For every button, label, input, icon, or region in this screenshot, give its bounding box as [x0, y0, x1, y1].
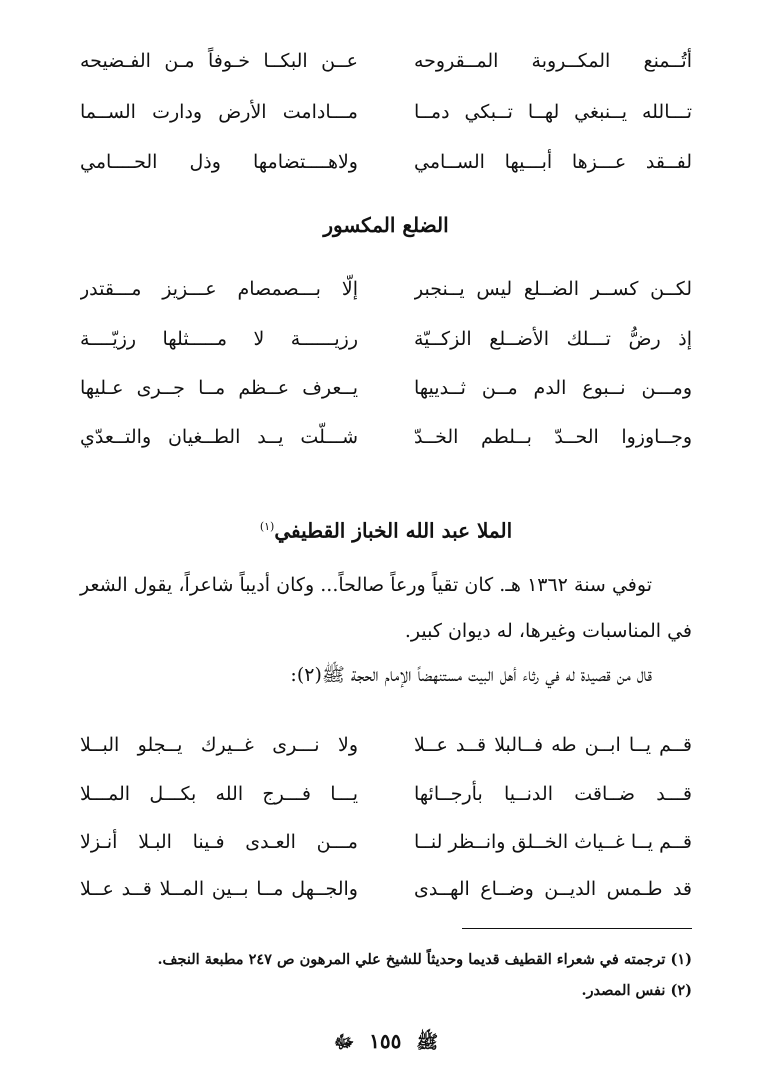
- verse-first-hemistich: لفــقد عـــزها أبـــيها الســامي: [414, 151, 692, 173]
- verse-first-hemistich: لكــن كســر الضــلع ليس يــنجبر: [414, 278, 692, 300]
- poem-couplet: [80, 145, 692, 179]
- poem-couplet: [80, 272, 692, 306]
- poem-couplet: [80, 825, 692, 859]
- poem-couplet: [80, 728, 692, 762]
- page-number-area: [0, 1024, 772, 1058]
- verse-first-hemistich: وجــاوزوا الحــدّ بــلطم الخــدّ: [414, 426, 692, 448]
- footnote-1: (١) ترجمته في شعراء القطيف قديما وحديثاً للشيخ علي المرهون ص ٢٤٧ مطبعة النجف.: [157, 951, 692, 968]
- footnotes: [80, 944, 692, 1006]
- verse-second-hemistich: مـــن العـدى فـينا البـلا أنـزلا: [80, 831, 358, 853]
- verse-first-hemistich: ومـــن نــبوع الدم مــن ثــدييها: [414, 377, 692, 399]
- poem-couplet: [80, 872, 692, 906]
- biography-paragraph: توفي سنة ١٣٦٢ هـ. كان تقياً ورعاً صالحاً... وكان أديباً شاعراً، يقول الشعر في المناسبات وغيرها، له ديوان كبير.: [80, 574, 692, 642]
- section-heading: الضلع المكسور: [323, 213, 449, 237]
- footnote-divider: [462, 928, 692, 929]
- verse-first-hemistich: أتُــمنع المكــروبة المــقروحه: [414, 50, 692, 72]
- ornament-icon: ﷺ: [416, 1032, 439, 1053]
- footnote-marker: (١): [259, 520, 275, 533]
- verse-second-hemistich: يــعرف عــظم مــا جــرى عـليها: [80, 377, 358, 399]
- verse-second-hemistich: إلّا بـــصمصام عـــزيز مـــقتدر: [80, 278, 358, 300]
- verse-second-hemistich: مـــادامت الأرض ودارت الســما: [80, 101, 358, 123]
- verse-second-hemistich: شـــلّت يــد الطــغيان والتــعدّي: [80, 426, 358, 448]
- verse-second-hemistich: يـــا فـــرج الله بكـــل المـــلا: [80, 783, 358, 805]
- verse-second-hemistich: ولاهــــتضامها وذل الحــــامي: [80, 151, 358, 173]
- verse-first-hemistich: قــم يــا غــياث الخــلق وانــظر لنــا: [414, 831, 692, 853]
- biography-text: [80, 562, 692, 696]
- ornament-icon: ﷻ: [333, 1032, 355, 1053]
- poem-intro-line: قال من قصيدة له في رثاء أهل البيت مستنهضاً الإمام الحجة ﷺ(٢):: [290, 664, 652, 686]
- verse-first-hemistich: إذ رضُّ تـــلك الأضــلع الزكــيّة: [414, 328, 692, 350]
- verse-second-hemistich: رزيــــــة لا مـــــثلها رزيّــــة: [80, 328, 358, 350]
- verse-first-hemistich: قــم يــا ابــن طه فــالبلا قــد عــلا: [414, 734, 692, 756]
- footnote-2: (٢) نفس المصدر.: [581, 982, 692, 999]
- verse-first-hemistich: قد طـمس الديــن وضــاع الهــدى: [414, 878, 692, 900]
- verse-first-hemistich: تـــالله يــنبغي لهــا تــبكي دمــا: [414, 101, 692, 123]
- poem-couplet: [80, 420, 692, 454]
- page-number: ١٥٥: [369, 1029, 402, 1053]
- verse-first-hemistich: قـــد ضــاقت الدنــيا بأرجــائها: [414, 783, 692, 805]
- poem-couplet: [80, 95, 692, 129]
- poem-couplet: [80, 777, 692, 811]
- poem-couplet: [80, 44, 692, 78]
- poet-name: الملا عبد الله الخباز القطيفي: [274, 518, 513, 543]
- verse-second-hemistich: عــن البكــا خـوفاً مـن الفـضيحه: [80, 50, 358, 72]
- poet-name-heading: [0, 512, 772, 546]
- verse-second-hemistich: ولا نـــرى غــيرك يــجلو البــلا: [80, 734, 358, 756]
- verse-second-hemistich: والجــهل مــا بــين المــلا قــد عــلا: [80, 878, 358, 900]
- poem-couplet: [80, 322, 692, 356]
- poem-couplet: [80, 371, 692, 405]
